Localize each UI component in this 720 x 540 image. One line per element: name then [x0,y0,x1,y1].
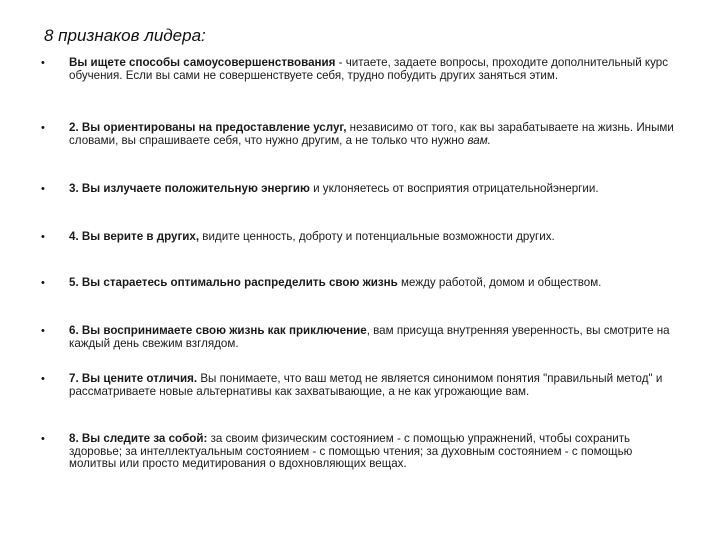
list-item-text [69,433,681,471]
list-item-bold: 2. Вы ориентированы на предоставление услуг, [69,121,347,134]
bullet: • [41,433,45,445]
list-item-text [69,231,681,244]
list-item-rest: Вы понимаете, что ваш метод не является синонимом понятия "правильный метод" и рассматриваете новые альтернативы как захватывающие, а не как угрожающие вам. [69,372,663,398]
list-item-rest: видите ценность, доброту и потенциальные возможности других. [199,230,555,243]
list-item-rest: между работой, домом и обществом. [397,276,602,289]
list-item-rest: , вам присуща внутренняя уверенность, вы смотрите на каждый день свежим взглядом. [69,324,670,350]
list-item-rest: за своим физическим состоянием - с помощью упражнений, чтобы сохранить здоровье; за интеллектуальным состоянием - с помощью чтения; за духовным состоянием - с помощью молитвы или просто медитирования о вдохновляющих вещах. [69,432,633,471]
list-item-bold: 8. Вы следите за собой: [69,432,208,445]
list-item-bold: 4. Вы верите в других, [69,230,200,243]
list-item-bold: 5. Вы стараетесь оптимально распределить свою жизнь [69,276,398,289]
slide-title: 8 признаков лидера: [44,26,206,45]
list-item-bold: Вы ищете способы самоусовершенствования [69,56,336,69]
list-item-text [69,325,681,350]
list-item-text [69,57,681,82]
bullet: • [41,325,45,337]
list-item-text [69,277,681,290]
list-item-bold: 3. Вы излучаете положительную энергию [69,182,310,195]
list-item-rest: независимо от того, как вы зарабатываете на жизнь. Иными словами, вы спрашиваете себя, что нужно другим, а не только что нужно [69,121,674,147]
bullet: • [41,183,45,195]
list-item-bold: 7. Вы цените отличия. [69,372,198,385]
list-item-bold: 6. Вы воспринимаете свою жизнь как приключение [69,324,367,337]
bullet: • [41,231,45,243]
list-item-italic: вам. [467,133,491,147]
list-item-text [69,183,681,196]
list-item-rest: и уклоняетесь от восприятия отрицательнойэнергии. [309,182,599,195]
bullet: • [41,122,45,134]
list-item-text [69,373,681,398]
bullet: • [41,57,45,69]
bullet: • [41,277,45,289]
list-item-rest: - читаете, задаете вопросы, проходите дополнительный курс обучения. Если вы сами не совершенствуете себя, трудно побудить других заняться этим. [69,56,669,82]
list-item-text [69,122,681,147]
bullet: • [41,373,45,385]
